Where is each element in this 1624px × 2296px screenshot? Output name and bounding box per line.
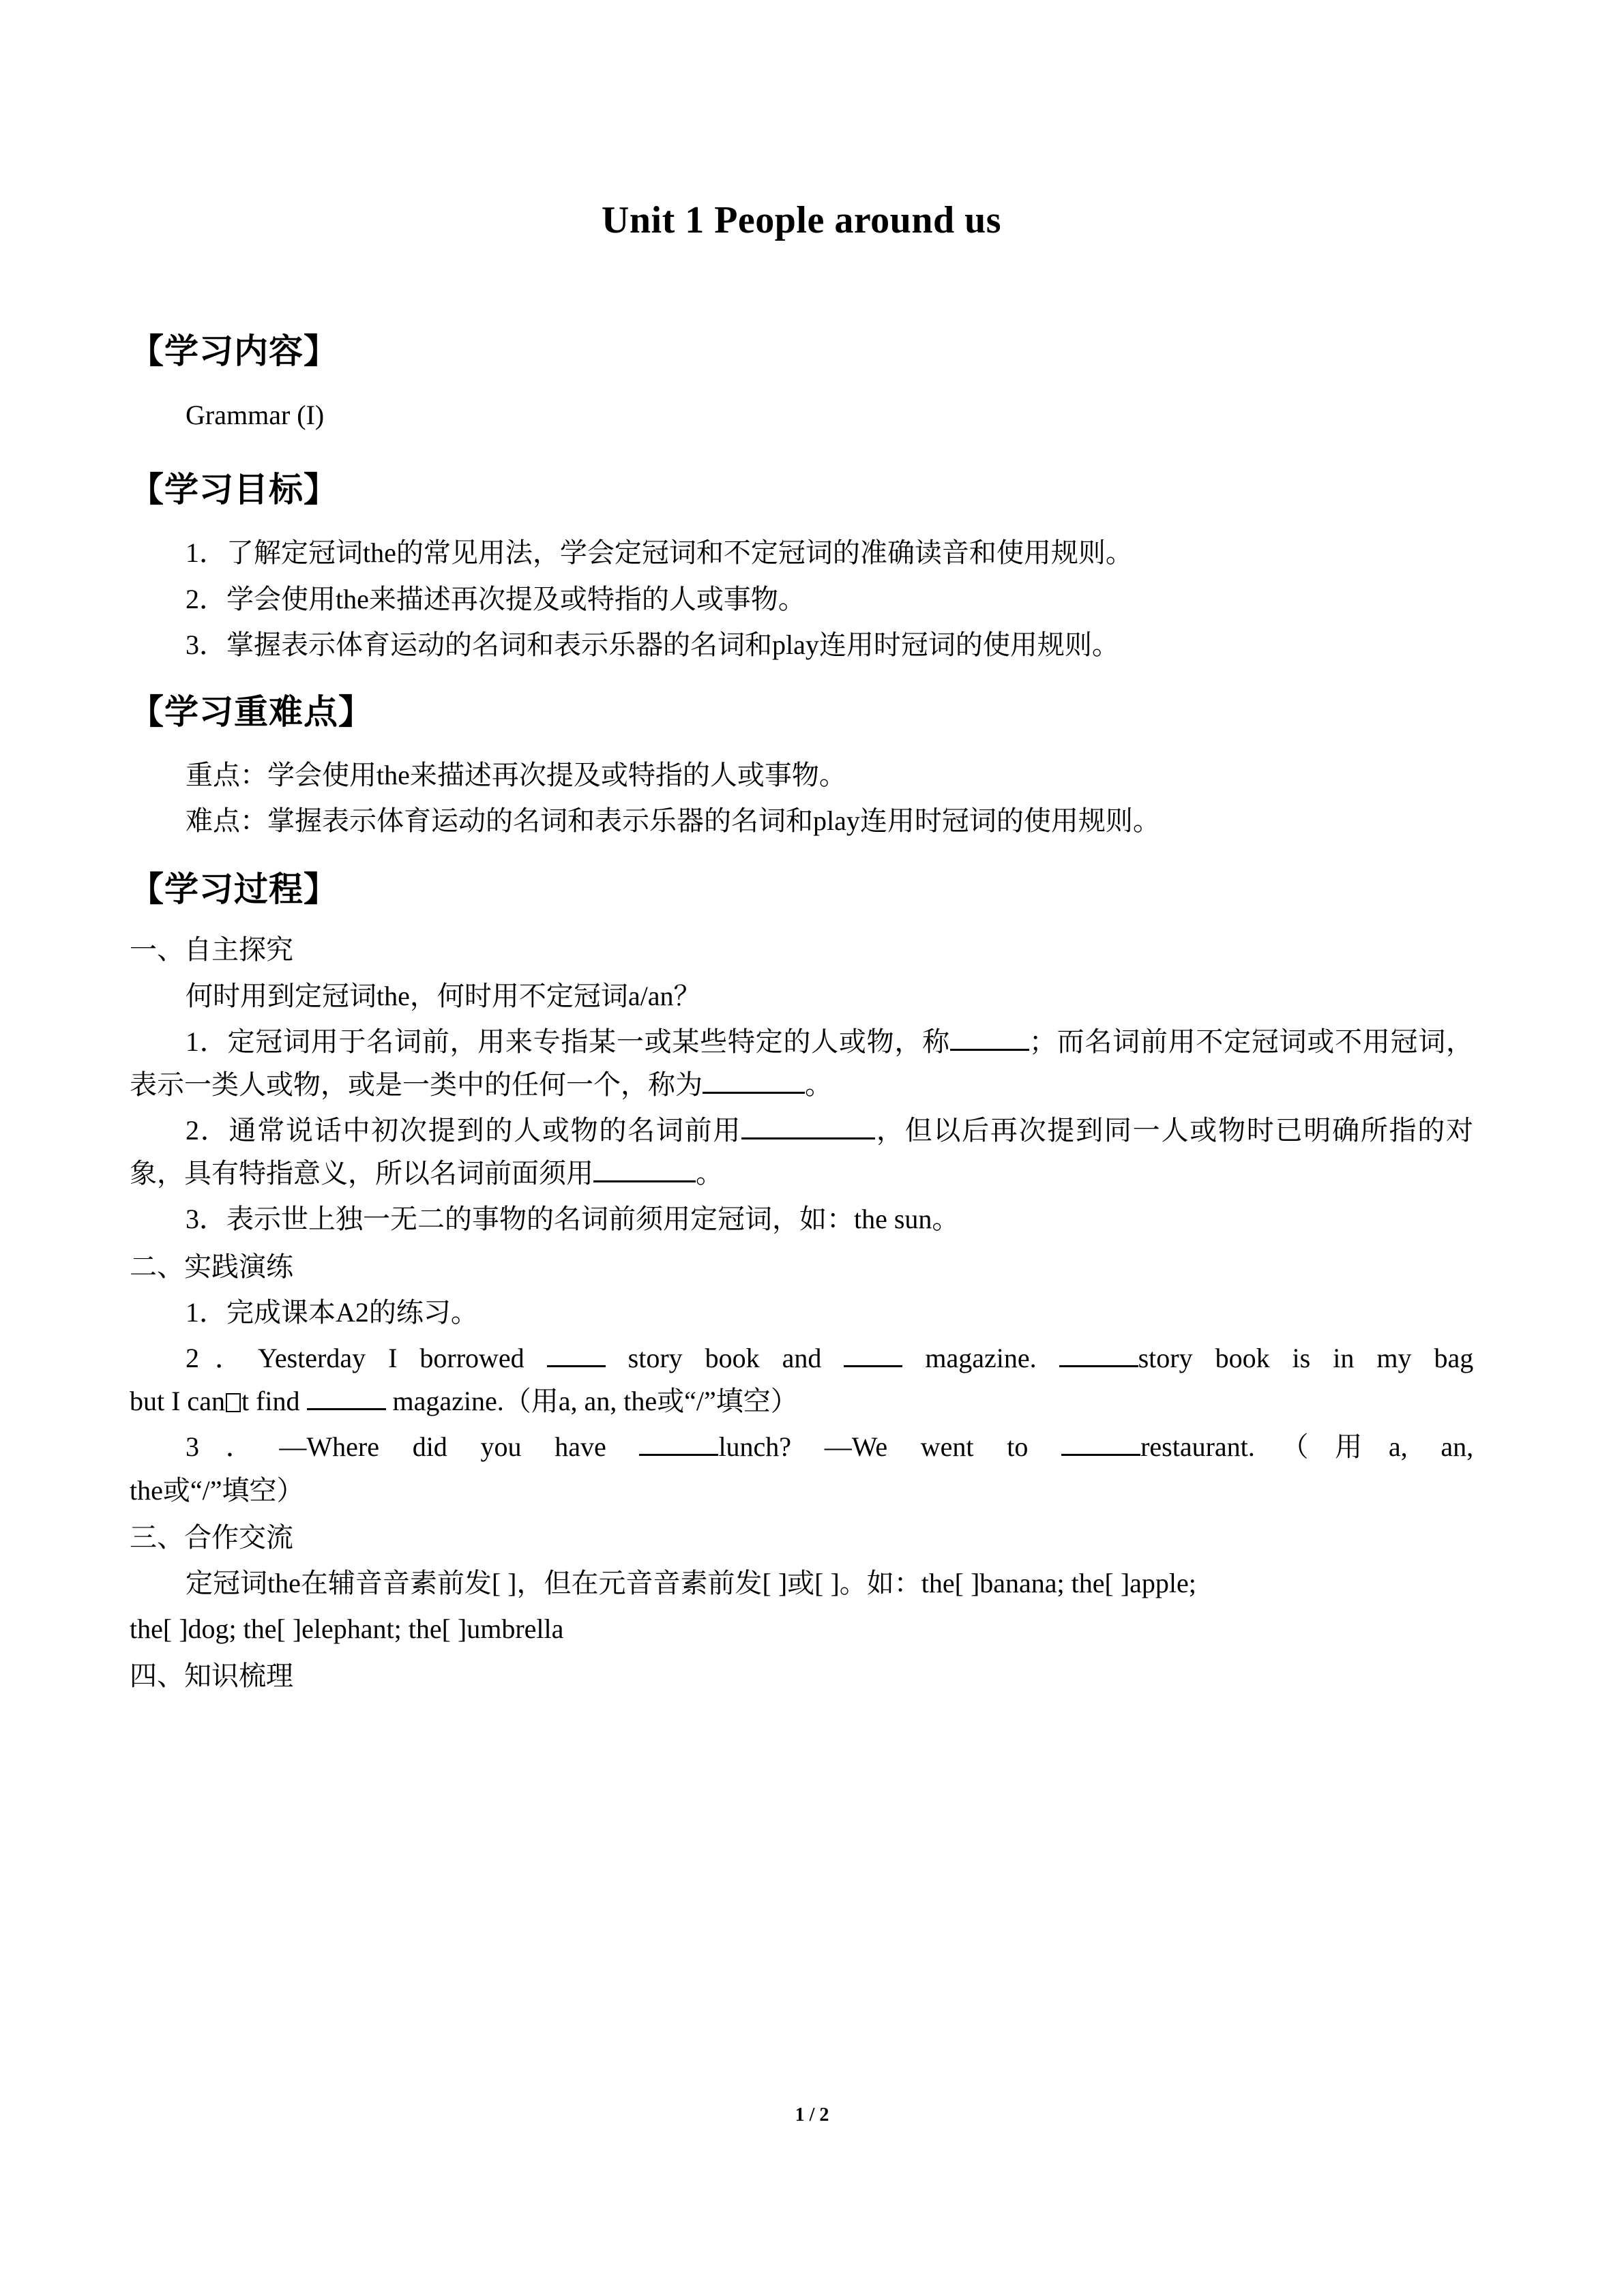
fill-blank-4[interactable] [593,1180,696,1182]
objective-item-1: 1．了解定冠词the的常见用法，学会定冠词和不定冠词的准确读音和使用规则。 [186,537,1133,569]
p3-w9: restaurant.（用a, [1140,1431,1408,1463]
p3-w8: to [1007,1431,1029,1463]
exploration-question: 何时用到定冠词the，何时用不定冠词a/an？ [186,980,701,1011]
p2-l2b: t find [241,1386,300,1417]
p2-w8: story [1138,1343,1193,1373]
objective-item-3: 3．掌握表示体育运动的名词和表示乐器的名词和play连用时冠词的使用规则。 [186,629,1119,660]
fill-blank-10[interactable] [1061,1454,1140,1456]
p2-l2c: magazine.（用a, an, the或“/”填空） [392,1386,798,1417]
collaboration-line-1: 定冠词the在辅音音素前发[ ]，但在元音音素前发[ ]或[ ]。如：the[ ]banana; the[ ]apple; [186,1567,1196,1598]
p2-w13: bag [1434,1343,1474,1373]
exploration-item-3: 3．表示世上独一无二的事物的名词前须用定冠词，如：the sun。 [186,1204,960,1235]
section-heading-process: 【学习过程】 [130,870,338,909]
key-point-line: 重点：学会使用the来描述再次提及或特指的人或事物。 [186,759,846,790]
p3-w5: lunch? [718,1431,792,1463]
exploration-item-2 [130,1106,1473,1195]
p2-w10: is [1292,1343,1311,1373]
p2-w6: and [782,1343,822,1373]
practice-item-2 [130,1334,1473,1422]
p2-w1: 2．Yesterday [186,1343,366,1373]
p3-w7: went [920,1431,974,1463]
p2-w12: my [1376,1343,1412,1373]
p2-w3: borrowed [419,1343,525,1373]
p3-w10: an, [1441,1431,1474,1463]
p2-l2a: but I can [130,1386,225,1417]
missing-glyph-icon [226,1393,241,1412]
p2-w5: book [705,1343,760,1373]
fill-blank-8[interactable] [307,1408,386,1410]
exploration-item-1 [130,1017,1473,1106]
exploration-item-1-text-b: ；而名词前用不 [1029,1026,1224,1057]
p2-w7: magazine. [925,1343,1037,1373]
section-heading-key-difficult: 【学习重难点】 [130,692,373,731]
practice-item-2-line-1 [130,1337,1473,1380]
p3-w4: have [555,1431,606,1463]
collaboration-line-2: the[ ]dog; the[ ]elephant; the[ ]umbrella [130,1613,564,1645]
subsection-label-3: 三、合作交流 [130,1521,293,1553]
p3-w6: ―We [824,1431,888,1463]
p2-w2: I [388,1343,398,1373]
fill-blank-6[interactable] [844,1365,902,1367]
difficult-point-line: 难点：掌握表示体育运动的名词和表示乐器的名词和play连用时冠词的使用规则。 [186,805,1160,837]
fill-blank-1[interactable] [950,1049,1029,1051]
objective-item-2: 2．学会使用the来描述再次提及或特指的人或事物。 [186,583,806,614]
p2-w11: in [1333,1343,1355,1373]
page-footer: 1 / 2 [795,2104,829,2126]
p2-w4: story [628,1343,683,1373]
exploration-item-2-text-c: 已明确所指的对象，具有特指意义，所以名词前面须用 [130,1115,1474,1189]
practice-item-2-line-2 [130,1386,798,1416]
section-heading-objectives: 【学习目标】 [130,471,338,509]
exploration-item-1-text-c: 定冠词或不用冠词，表示一类人或物，或是一类中的任何一个，称为 [130,1026,1474,1100]
grammar-label: Grammar (I) [186,400,325,431]
practice-item-3 [130,1422,1473,1511]
document-content [130,0,1473,1698]
page-title: Unit 1 People around us [601,199,1002,241]
fill-blank-3[interactable] [741,1137,875,1139]
p3-w2: did [412,1431,447,1463]
p3-w3: you [480,1431,522,1463]
fill-blank-5[interactable] [547,1365,606,1367]
practice-item-3-line-2: the或“/”填空） [130,1474,304,1506]
practice-item-3-line-1 [130,1425,1473,1468]
exploration-item-2-text-a: 2．通常说话中初次提到的人或物的名词前用 [186,1115,742,1146]
p3-w1: 3．―Where [186,1431,379,1463]
p2-w9: book [1215,1343,1270,1373]
fill-blank-2[interactable] [703,1092,805,1094]
exploration-item-1-text-a: 1．定冠词用于名词前，用来专指某一或某些特定的人或物，称 [186,1026,950,1057]
exploration-item-2-text-b: ，但以后再次提到同一人或物时 [875,1115,1275,1146]
practice-item-1: 1．完成课本A2的练习。 [186,1296,478,1328]
section-heading-content: 【学习内容】 [130,332,338,371]
fill-blank-9[interactable] [639,1454,718,1456]
subsection-label-4: 四、知识梳理 [130,1660,293,1692]
exploration-item-1-text-d: 。 [805,1069,832,1100]
subsection-label-2: 二、实践演练 [130,1251,293,1282]
exploration-item-2-text-d: 。 [696,1158,723,1189]
subsection-label-1: 一、自主探究 [130,934,293,966]
fill-blank-7[interactable] [1059,1365,1138,1367]
